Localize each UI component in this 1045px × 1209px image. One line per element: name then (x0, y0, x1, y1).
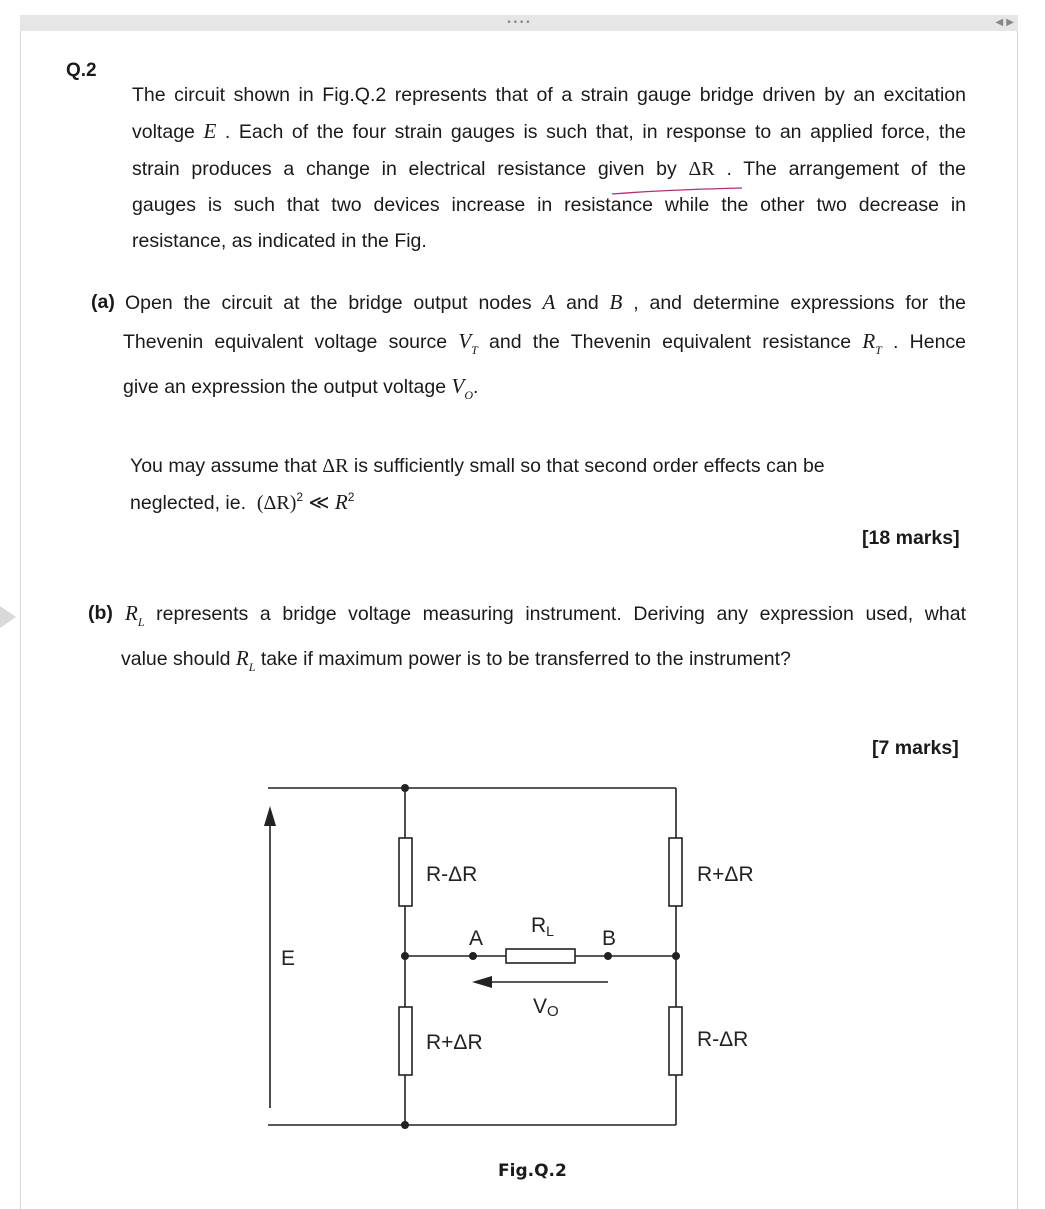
junction-bottom-left (401, 1121, 409, 1129)
label-r-top-right: R+ΔR (697, 863, 754, 886)
resistor-top-left (399, 838, 412, 906)
junction-top-left (401, 784, 409, 792)
junction-mid-left (401, 952, 409, 960)
intro-line-5: resistance, as indicated in the Fig. (132, 230, 427, 252)
resistor-bottom-right (669, 1007, 682, 1075)
part-a-assumption: You may assume that ΔR is sufficiently small so that second order effects can be (130, 455, 825, 477)
part-a-line-1: Open the circuit at the bridge output nodes A and B , and determine expressions for the (125, 290, 967, 314)
label-output-voltage: VO (533, 995, 559, 1020)
part-a-label: (a) (91, 291, 115, 313)
part-b-line-2: value should $R_L$ take if maximum power is to be transferred to the instrument? (121, 646, 791, 674)
page-nav-arrows-icon[interactable]: ◀ ▶ (995, 17, 1014, 28)
label-r-bottom-left: R+ΔR (426, 1031, 483, 1054)
junction-mid-right (672, 952, 680, 960)
node-a-dot (469, 952, 477, 960)
part-a-marks: [18 marks] (862, 527, 960, 549)
intro-line-3: strain produces a change in electrical resistance given by ΔR . The arrangement of the (132, 158, 966, 180)
figure-caption: Fig.Q.2 (498, 1161, 567, 1181)
label-node-b: B (602, 927, 617, 950)
load-resistor (506, 949, 575, 963)
part-b-label: (b) (88, 602, 113, 624)
intro-line-2: voltage E . Each of the four strain gauges is such that, in response to an applied force, the (132, 119, 967, 143)
label-r-bottom-right: R-ΔR (697, 1028, 749, 1051)
resistor-bottom-left (399, 1007, 412, 1075)
node-b-dot (604, 952, 612, 960)
part-a-neglect: neglected, ie. $(\Delta R)^2$ ≪ $R^2$ (130, 490, 355, 514)
question-number: Q.2 (66, 60, 97, 81)
part-b-line-1: $R_L$ represents a bridge voltage measuring instrument. Deriving any expression used, what (125, 601, 966, 629)
intro-line-1: The circuit shown in Fig.Q.2 represents that of a strain gauge bridge driven by an excitation (132, 84, 966, 106)
resistor-top-right (669, 838, 682, 906)
part-a-line-2: Thevenin equivalent voltage source $V_T$ and the Thevenin equivalent resistance $R_T$ . Hence (123, 329, 967, 357)
output-arrow-head (472, 976, 492, 988)
drag-handle-icon[interactable]: •••• (506, 18, 532, 28)
part-a-line-3: give an expression the output voltage $V_O$. (123, 374, 479, 402)
source-arrow-head (264, 806, 276, 826)
label-r-top-left: R-ΔR (426, 863, 478, 886)
part-b-marks: [7 marks] (872, 737, 959, 759)
label-node-a: A (469, 927, 484, 950)
label-load: RL (531, 914, 554, 939)
intro-line-4: gauges is such that two devices increase in resistance while the other two decrease in (132, 194, 966, 216)
source-label: E (281, 947, 296, 970)
